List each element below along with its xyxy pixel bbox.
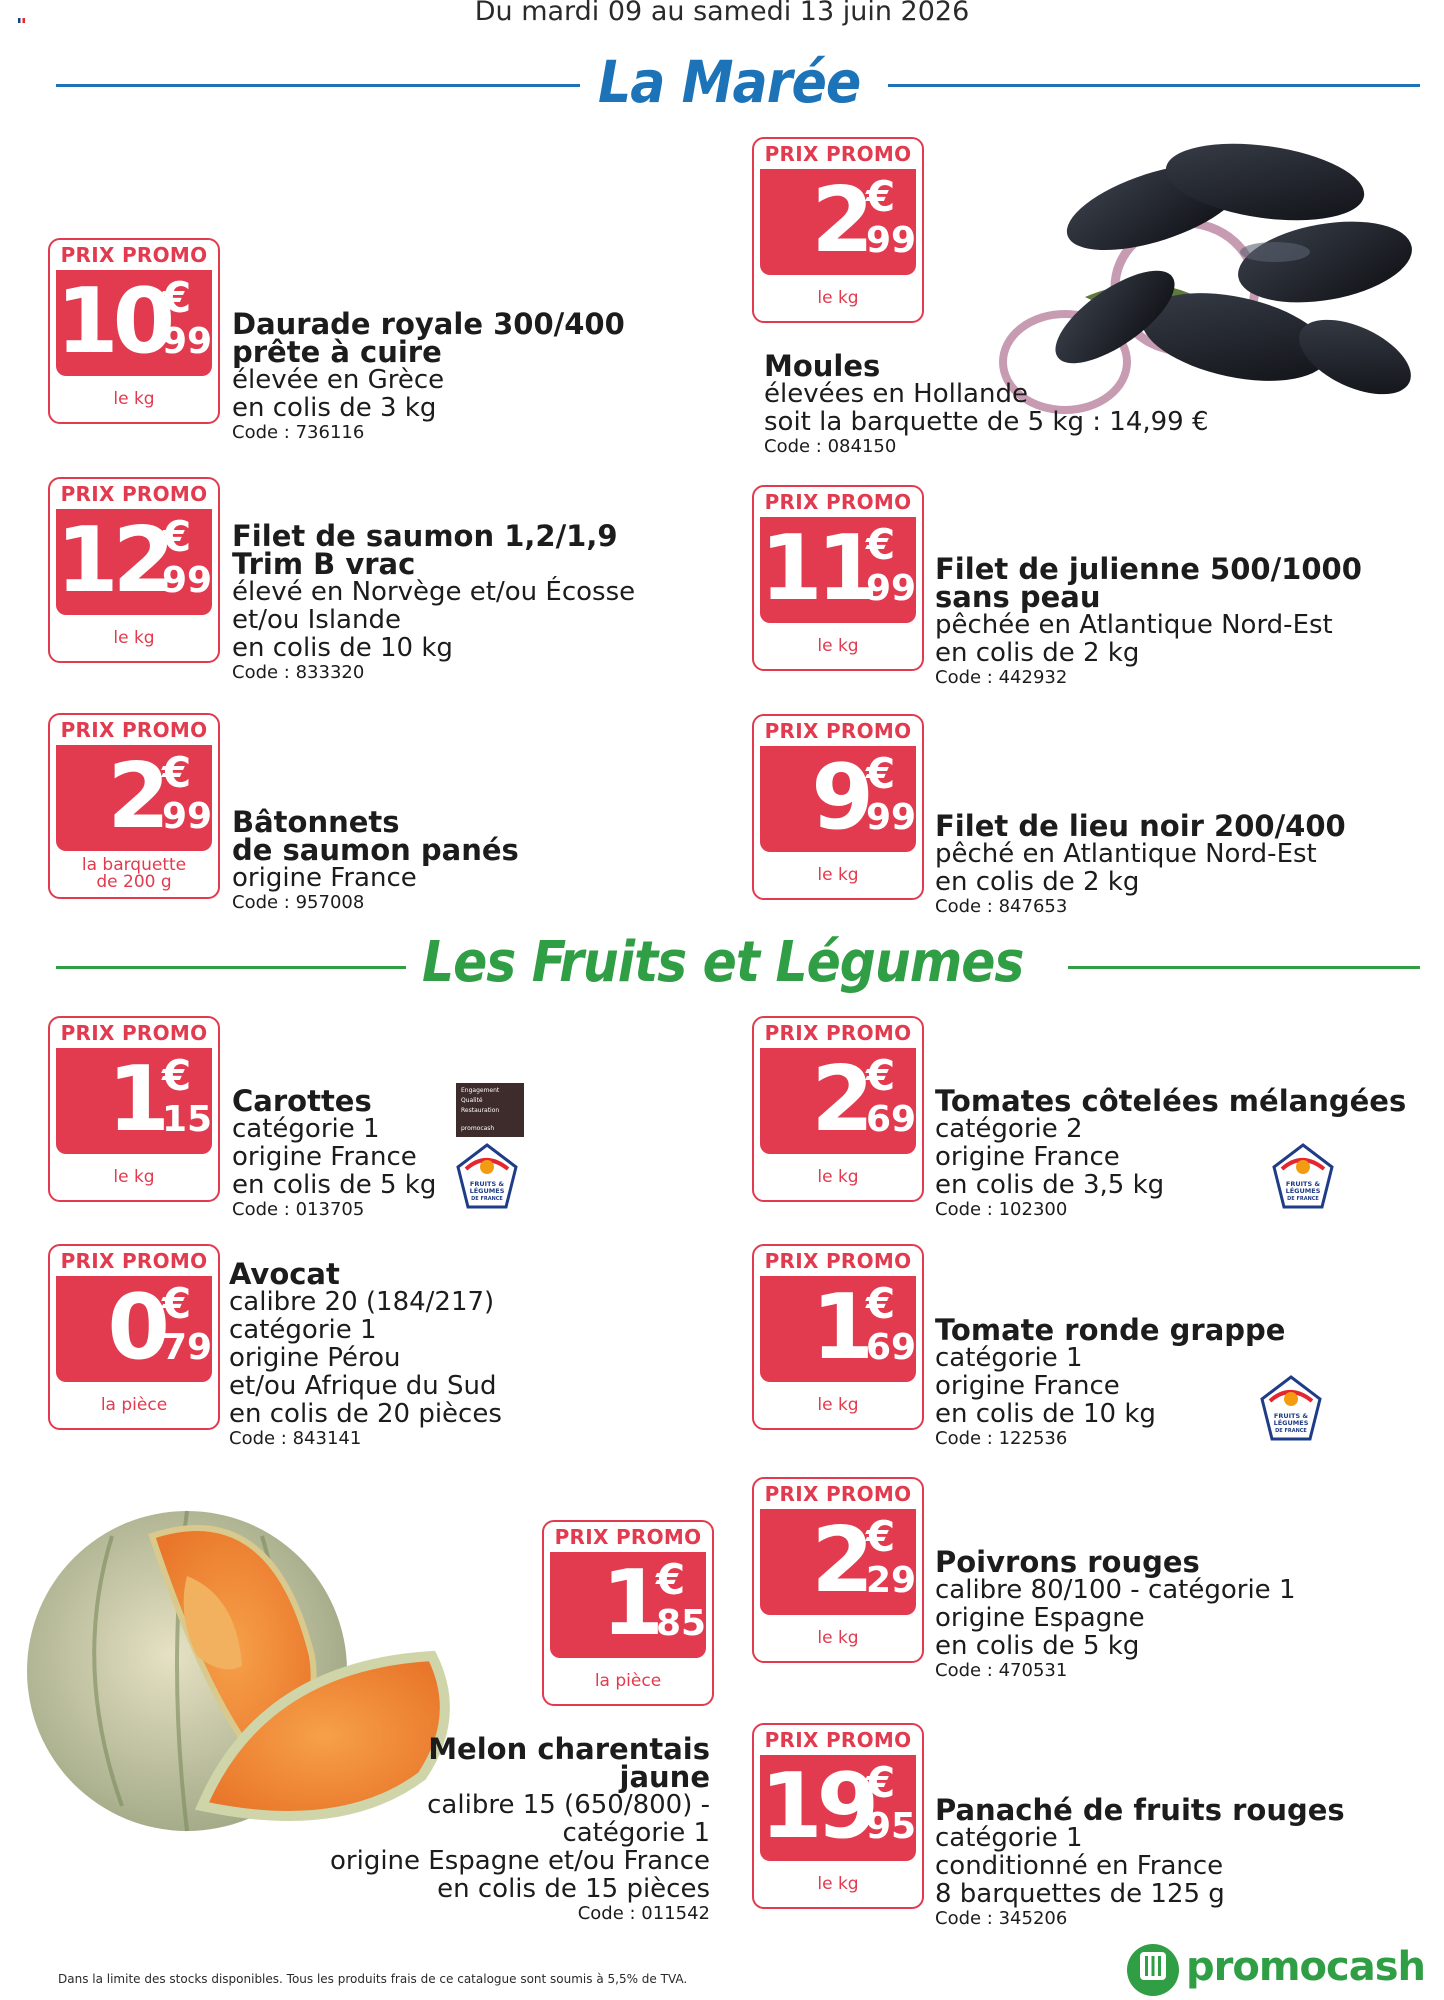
- svg-text:FRUITS &: FRUITS &: [1285, 1180, 1321, 1188]
- price-block: [760, 1276, 916, 1382]
- promo-label: PRIX PROMO: [764, 490, 912, 514]
- product-detail: en colis de 2 kg: [935, 638, 1140, 668]
- product-code: Code : 957008: [232, 892, 365, 913]
- price-card-daurade: [48, 238, 220, 424]
- price-int: 9: [811, 745, 868, 850]
- product-name: jaune: [619, 1760, 710, 1794]
- section-rule-left: [56, 966, 406, 969]
- price-block: [760, 1755, 916, 1861]
- price-cents: 99: [162, 560, 213, 601]
- promo-label: PRIX PROMO: [764, 1021, 912, 1045]
- product-detail: catégorie 1: [232, 1114, 380, 1144]
- product-detail: en colis de 5 kg: [935, 1631, 1140, 1661]
- product-code: Code : 345206: [935, 1908, 1068, 1929]
- product-detail: pêchée en Atlantique Nord-Est: [935, 610, 1333, 640]
- product-name: Filet de saumon 1,2/1,9: [232, 519, 618, 553]
- euro-sign: €: [866, 1758, 896, 1807]
- price-block: [760, 1048, 916, 1154]
- euro-sign: €: [866, 520, 896, 569]
- date-range: Du mardi 09 au samedi 13 juin 2026: [474, 0, 970, 27]
- price-cents: 29: [866, 1560, 917, 1601]
- product-detail: origine France: [935, 1142, 1120, 1172]
- svg-text:FRUITS &: FRUITS &: [469, 1180, 505, 1188]
- product-detail: en colis de 5 kg: [232, 1170, 437, 1200]
- price-cents: 99: [866, 568, 917, 609]
- price-block: [760, 746, 916, 852]
- fruits-legumes-de-france-icon: [1268, 1143, 1338, 1213]
- product-julienne: [935, 552, 1362, 688]
- product-poivrons: [935, 1545, 1296, 1681]
- euro-sign: €: [866, 1051, 896, 1100]
- product-moules: [764, 349, 1209, 457]
- euro-sign: €: [866, 749, 896, 798]
- unit-label: [50, 851, 218, 897]
- price-block: [760, 169, 916, 275]
- price-card-lieu-noir: [752, 714, 924, 900]
- promo-label: PRIX PROMO: [764, 142, 912, 166]
- product-name: Carottes: [232, 1084, 372, 1118]
- fruits-legumes-de-france-icon: [1256, 1375, 1326, 1445]
- product-detail: en colis de 20 pièces: [229, 1399, 502, 1429]
- promo-label: PRIX PROMO: [764, 1728, 912, 1752]
- product-code: Code : 011542: [577, 1903, 710, 1924]
- product-name: Panaché de fruits rouges: [935, 1793, 1345, 1827]
- product-daurade: [232, 307, 625, 443]
- svg-text:DE FRANCE: DE FRANCE: [471, 1196, 503, 1202]
- price-cents: 99: [162, 321, 213, 362]
- product-panache: [935, 1793, 1345, 1929]
- price-int: 12: [56, 508, 170, 613]
- product-name: sans peau: [935, 580, 1101, 614]
- quality-engagement-badge: Engagement Qualité Restauration promocash: [456, 1083, 524, 1137]
- product-name: Poivrons rouges: [935, 1545, 1200, 1579]
- price-int: 11: [760, 516, 874, 621]
- svg-text:FRUITS &: FRUITS &: [1273, 1412, 1309, 1420]
- product-detail: 8 barquettes de 125 g: [935, 1879, 1225, 1909]
- product-detail: catégorie 1: [935, 1343, 1083, 1373]
- section-rule-right: [1068, 966, 1420, 969]
- product-detail: et/ou Afrique du Sud: [229, 1371, 497, 1401]
- svg-text:LÉGUMES: LÉGUMES: [1285, 1187, 1321, 1195]
- product-detail: élevée en Grèce: [232, 365, 445, 395]
- product-detail: origine Espagne et/ou France: [330, 1846, 710, 1876]
- price-card-saumon: [48, 477, 220, 663]
- product-detail: élevé en Norvège et/ou Écosse: [232, 577, 636, 607]
- price-card-avocat: [48, 1244, 220, 1430]
- product-name: prête à cuire: [232, 335, 442, 369]
- price-card-melon: [542, 1520, 714, 1706]
- price-int: 19: [760, 1754, 874, 1859]
- footer-disclaimer: Dans la limite des stocks disponibles. Tous les produits frais de ce catalogue sont soumis à 5,5% de TVA.: [58, 1972, 688, 1986]
- product-lieu-noir: [935, 809, 1346, 917]
- product-saumon: [232, 519, 636, 683]
- product-detail: en colis de 2 kg: [935, 867, 1140, 897]
- product-code: Code : 847653: [935, 896, 1068, 917]
- price-block: [56, 1276, 212, 1382]
- price-block: [56, 509, 212, 615]
- product-avocat: [229, 1257, 502, 1449]
- product-detail: et/ou Islande: [232, 605, 401, 635]
- price-int: 2: [811, 1047, 868, 1152]
- price-cents: 85: [656, 1603, 707, 1644]
- product-carottes: [232, 1084, 437, 1220]
- product-code: Code : 736116: [232, 422, 365, 443]
- product-name: Daurade royale 300/400: [232, 307, 625, 341]
- euro-sign: €: [866, 1512, 896, 1561]
- price-block: [56, 1048, 212, 1154]
- price-card-panache: [752, 1723, 924, 1909]
- price-int: 0: [107, 1275, 164, 1380]
- price-card-julienne: [752, 485, 924, 671]
- product-detail: origine France: [232, 863, 417, 893]
- product-name: Tomates côtelées mélangées: [935, 1084, 1407, 1118]
- product-detail: catégorie 2: [935, 1114, 1083, 1144]
- euro-sign: €: [866, 172, 896, 221]
- price-card-moules: [752, 137, 924, 323]
- section-rule-right: [888, 84, 1420, 87]
- section-title-fruits-legumes: Les Fruits et Légumes: [422, 930, 1024, 995]
- promo-label: PRIX PROMO: [764, 1482, 912, 1506]
- product-detail: soit la barquette de 5 kg : 14,99 €: [764, 407, 1209, 437]
- product-detail: calibre 15 (650/800) -: [427, 1790, 710, 1820]
- price-block: [760, 1509, 916, 1615]
- promo-label: PRIX PROMO: [60, 1249, 208, 1273]
- product-name: Filet de lieu noir 200/400: [935, 809, 1346, 843]
- promo-label: PRIX PROMO: [60, 1021, 208, 1045]
- promocash-logo-text: promocash: [1186, 1944, 1425, 1990]
- price-cents: 99: [866, 220, 917, 261]
- price-block: [56, 270, 212, 376]
- promo-label: PRIX PROMO: [60, 482, 208, 506]
- product-batonnets: [232, 805, 519, 913]
- euro-sign: €: [162, 748, 192, 797]
- unit-label: le kg: [817, 864, 859, 885]
- price-cents: 99: [866, 797, 917, 838]
- price-int: 10: [56, 269, 170, 374]
- product-detail: en colis de 10 kg: [232, 633, 453, 663]
- unit-label: le kg: [113, 388, 155, 409]
- unit-label: le kg: [817, 1394, 859, 1415]
- unit-label: le kg: [817, 287, 859, 308]
- price-card-tomates-cotelees: [752, 1016, 924, 1202]
- product-name: Moules: [764, 349, 881, 383]
- svg-text:LÉGUMES: LÉGUMES: [1273, 1419, 1309, 1427]
- product-name: Tomate ronde grappe: [935, 1313, 1286, 1347]
- unit-label: le kg: [113, 1166, 155, 1187]
- unit-label: le kg: [113, 627, 155, 648]
- price-cents: 69: [866, 1327, 917, 1368]
- price-int: 2: [811, 1508, 868, 1613]
- product-detail: en colis de 3,5 kg: [935, 1170, 1165, 1200]
- unit-label: la pièce: [100, 1394, 168, 1415]
- product-code: Code : 833320: [232, 662, 365, 683]
- unit-label: le kg: [817, 635, 859, 656]
- price-int: 2: [107, 744, 164, 849]
- price-card-tomate-grappe: [752, 1244, 924, 1430]
- promo-label: PRIX PROMO: [554, 1525, 702, 1549]
- euro-sign: €: [162, 273, 192, 322]
- product-detail: catégorie 1: [935, 1823, 1083, 1853]
- euro-sign: €: [162, 512, 192, 561]
- promo-label: PRIX PROMO: [764, 719, 912, 743]
- product-detail: en colis de 15 pièces: [437, 1874, 710, 1904]
- product-detail: calibre 20 (184/217): [229, 1287, 495, 1317]
- promo-label: PRIX PROMO: [60, 718, 208, 742]
- product-detail: origine France: [935, 1371, 1120, 1401]
- unit-line: la barquette: [81, 855, 187, 875]
- price-card-poivrons: [752, 1477, 924, 1663]
- price-card-carottes: [48, 1016, 220, 1202]
- unit-label: le kg: [817, 1166, 859, 1187]
- product-code: Code : 013705: [232, 1199, 365, 1220]
- product-detail: conditionné en France: [935, 1851, 1224, 1881]
- euro-sign: €: [866, 1279, 896, 1328]
- product-detail: élevées en Hollande: [764, 379, 1028, 409]
- product-detail: en colis de 3 kg: [232, 393, 437, 423]
- price-cents: 99: [162, 796, 213, 837]
- unit-label: le kg: [817, 1873, 859, 1894]
- unit-label: la pièce: [594, 1670, 662, 1691]
- product-code: Code : 102300: [935, 1199, 1068, 1220]
- euro-sign: €: [162, 1279, 192, 1328]
- fruits-legumes-de-france-icon: [452, 1143, 522, 1213]
- product-tomate-grappe: [935, 1313, 1286, 1449]
- price-int: 1: [811, 1275, 868, 1380]
- product-detail: catégorie 1: [229, 1315, 377, 1345]
- product-name: de saumon panés: [232, 833, 519, 867]
- promo-label: PRIX PROMO: [764, 1249, 912, 1273]
- price-block: [56, 745, 212, 851]
- euro-sign: €: [656, 1555, 686, 1604]
- product-detail: en colis de 10 kg: [935, 1399, 1156, 1429]
- product-detail: origine Espagne: [935, 1603, 1145, 1633]
- price-cents: 79: [162, 1327, 213, 1368]
- product-detail: origine France: [232, 1142, 417, 1172]
- unit-label: le kg: [817, 1627, 859, 1648]
- section-title-maree: La Marée: [598, 48, 861, 116]
- price-cents: 69: [866, 1099, 917, 1140]
- product-code: Code : 084150: [764, 436, 897, 457]
- svg-text:DE FRANCE: DE FRANCE: [1275, 1428, 1307, 1434]
- svg-text:DE FRANCE: DE FRANCE: [1287, 1196, 1319, 1202]
- product-name: Bâtonnets: [232, 805, 400, 839]
- product-code: Code : 470531: [935, 1660, 1068, 1681]
- product-name: Melon charentais: [428, 1732, 710, 1766]
- product-name: Filet de julienne 500/1000: [935, 552, 1362, 586]
- product-detail: origine Pérou: [229, 1343, 401, 1373]
- euro-sign: €: [162, 1051, 192, 1100]
- product-code: Code : 442932: [935, 667, 1068, 688]
- product-name: Avocat: [229, 1257, 340, 1291]
- price-card-batonnets: [48, 713, 220, 899]
- unit-line: de 200 g: [96, 872, 172, 892]
- price-cents: 95: [866, 1806, 917, 1847]
- price-block: [550, 1552, 706, 1658]
- product-detail: calibre 80/100 - catégorie 1: [935, 1575, 1296, 1605]
- product-name: Trim B vrac: [232, 547, 416, 581]
- product-detail: catégorie 1: [562, 1818, 710, 1848]
- product-code: Code : 843141: [229, 1428, 362, 1449]
- price-int: 1: [601, 1551, 658, 1656]
- price-int: 2: [811, 168, 868, 273]
- product-detail: pêché en Atlantique Nord-Est: [935, 839, 1317, 869]
- price-int: 1: [107, 1047, 164, 1152]
- price-block: [760, 517, 916, 623]
- product-code: Code : 122536: [935, 1428, 1068, 1449]
- svg-text:LÉGUMES: LÉGUMES: [469, 1187, 505, 1195]
- promo-label: PRIX PROMO: [60, 243, 208, 267]
- section-rule-left: [56, 84, 580, 87]
- price-cents: 15: [162, 1099, 213, 1140]
- product-melon: [330, 1732, 710, 1924]
- promocash-logo-icon: [1126, 1938, 1180, 1998]
